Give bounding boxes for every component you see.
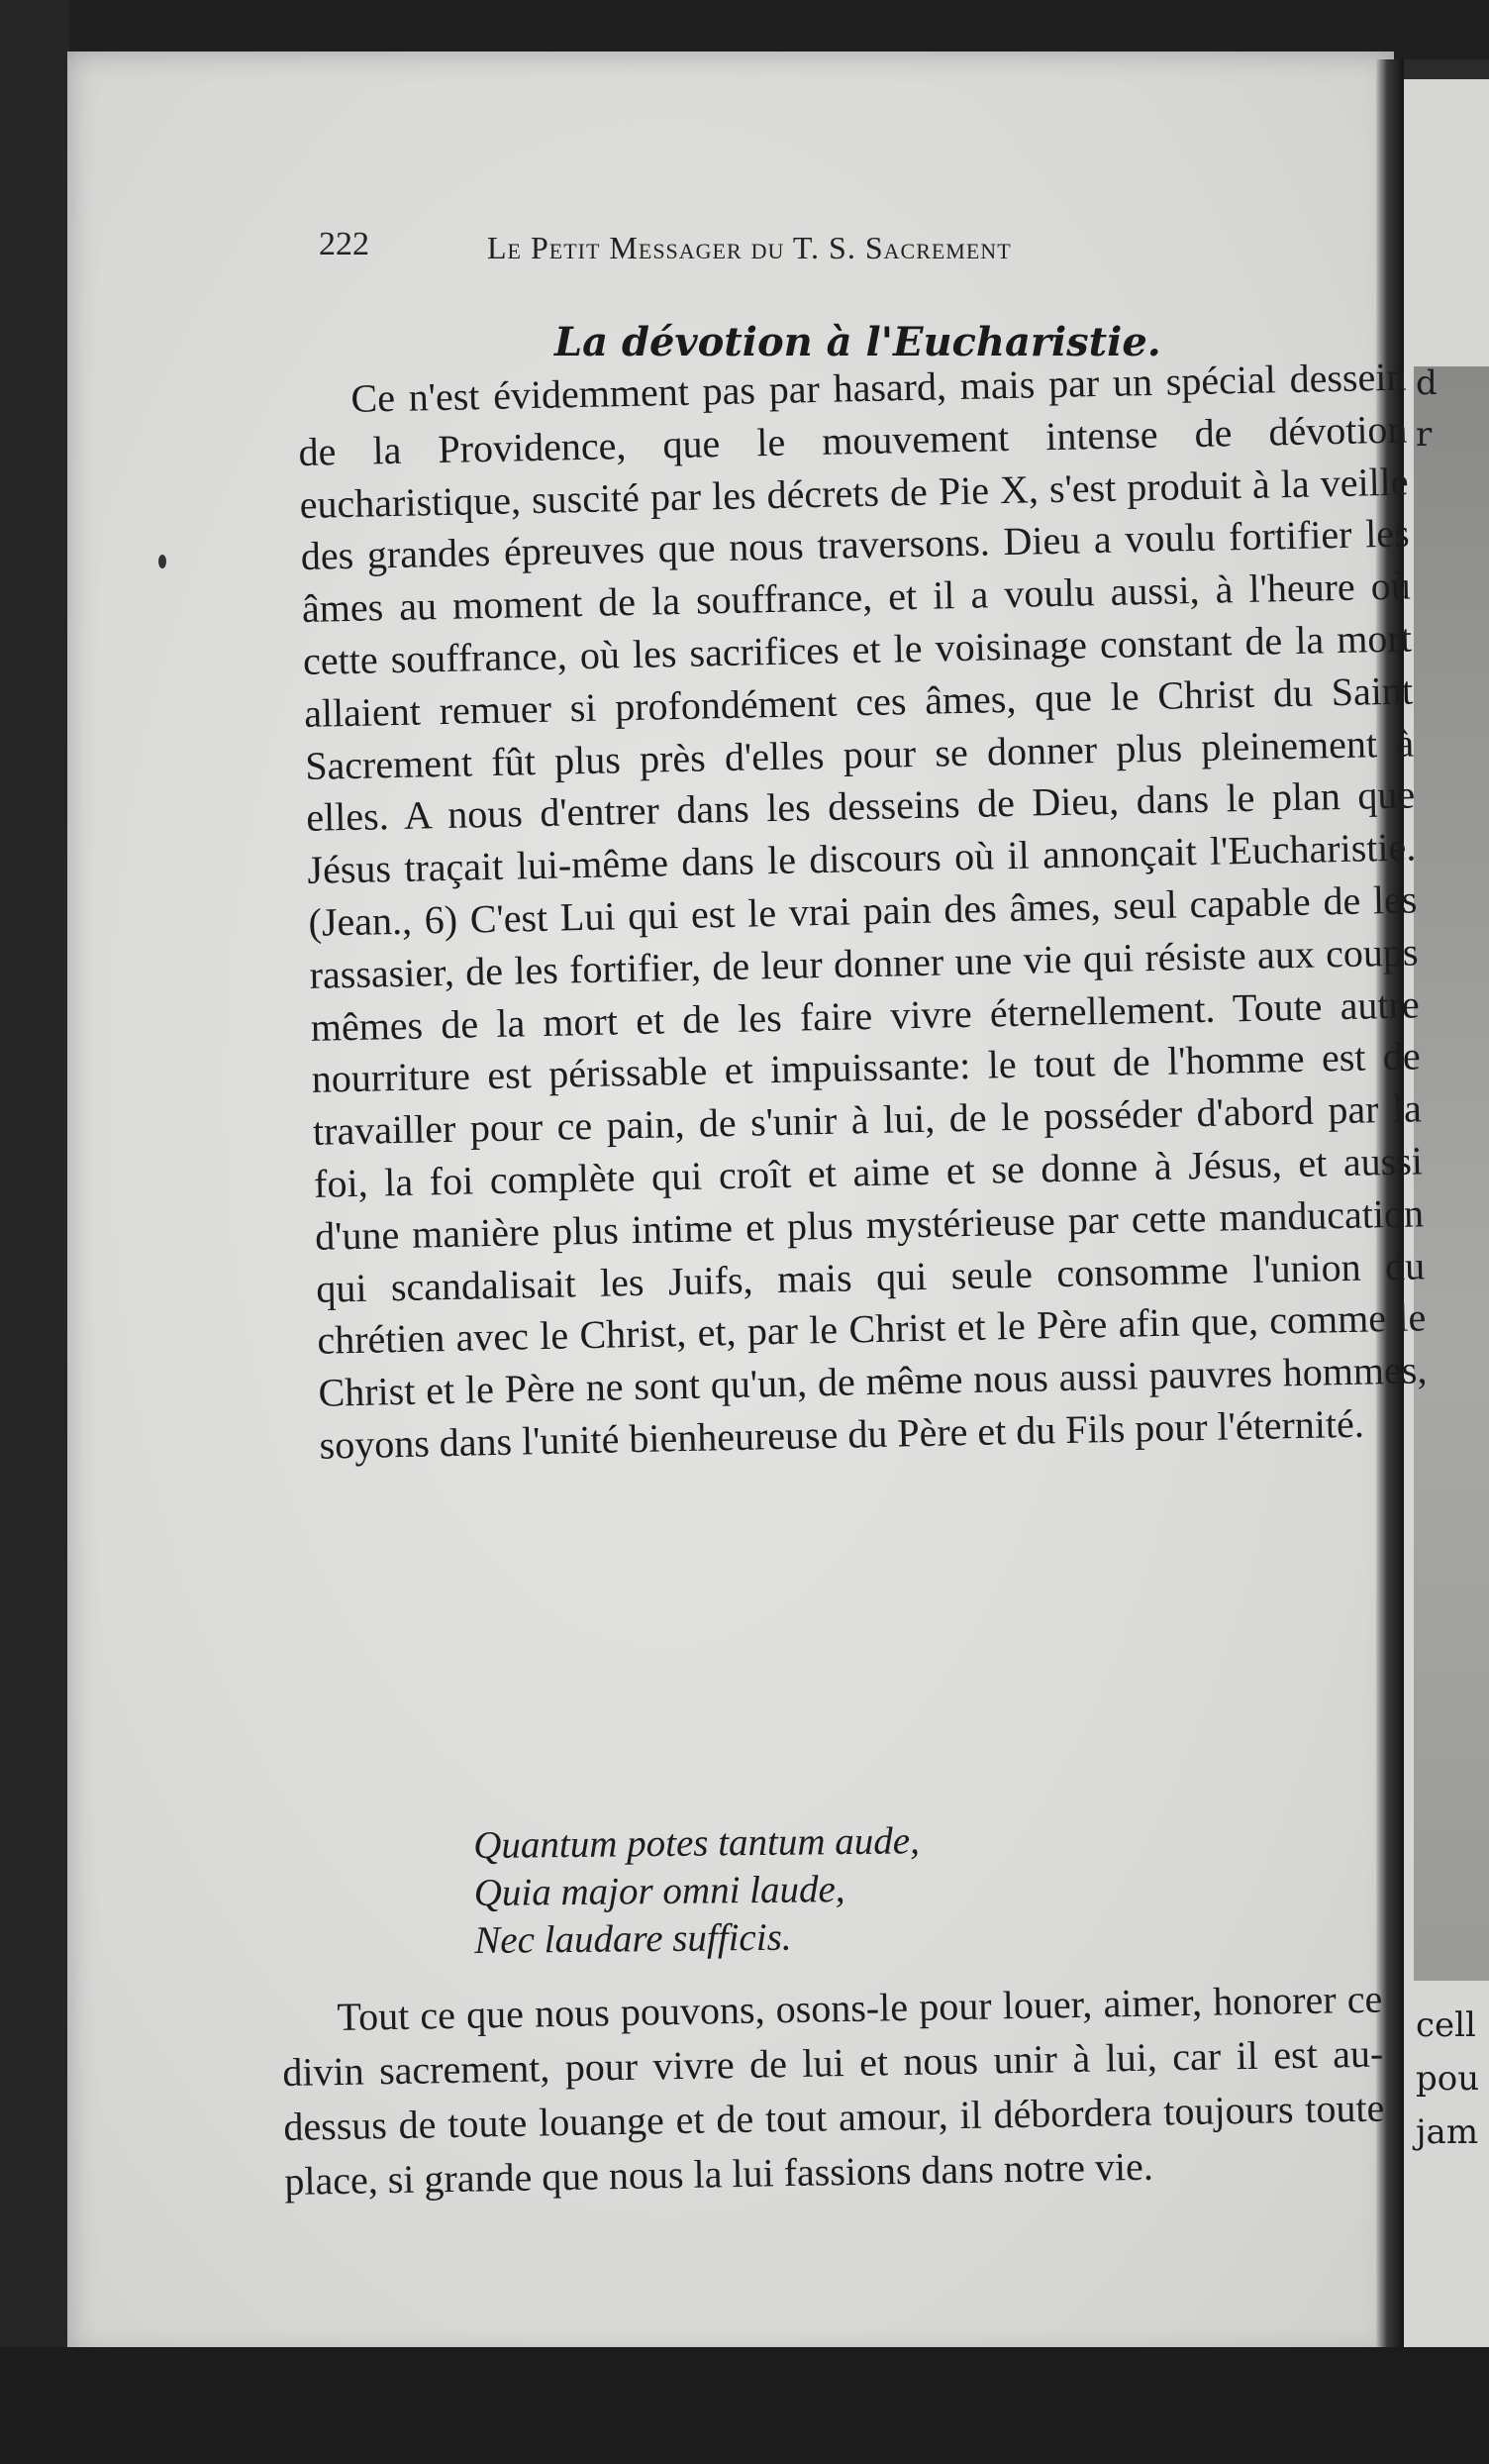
scan-speck [158, 555, 166, 568]
closing-paragraph: Tout ce que nous pouvons, osons-le pour louer, aimer, honorer ce divin sacrement, pour vivre de lui et nous unir à lui, car il est au-dessus de toute louange et de tout amour, il débordera toujours toute place, si grande que nous la lui fassions dans notre vie. [282, 1976, 1385, 2204]
closing-paragraph-block [281, 1972, 1386, 2208]
latin-verse [473, 1815, 1167, 1965]
adjacent-photo [1414, 363, 1489, 1981]
scan-frame-left [0, 0, 69, 2464]
verse-line: Nec laudare sufficis. [474, 1915, 792, 1962]
page-number: 222 [319, 226, 369, 262]
scan-frame-top [0, 0, 1489, 59]
verse-line: Quantum potes tantum aude, [473, 1819, 921, 1867]
adjacent-fragment: cell [1416, 2005, 1476, 2045]
verse-line: Quia major omni laude, [473, 1868, 845, 1914]
adjacent-fragment: r [1416, 415, 1433, 455]
article-title: La dévotion à l'Eucharistie. [554, 319, 1161, 365]
adjacent-fragment: d [1416, 363, 1438, 403]
article-body [297, 352, 1429, 1473]
running-title: Le Petit Messager du T. S. Sacrement [487, 230, 1012, 265]
body-paragraph: Ce n'est évidemment pas par hasard, mais par un spécial dessein de la Providence, que le mouvement intense de dévotion eucharistique, suscité par les décrets de Pie X, s'est produit à la veille des grandes épreuves que nous traversons. Dieu a voulu fortifier les âmes au moment de la souffrance, et il a voulu aussi, à l'heure où cette souffrance, où les sacrifices et le voisinage constant de la mort allaient remuer si profondément ces âmes, que le Christ du Saint Sacrement fût plus près d'elles pour se donner plus pleinement à elles. A nous d'entrer dans les desseins de Dieu, dans le plan que Jésus traçait lui-même dans le discours où il annonçait l'Eucharistie. (Jean., 6) C'est Lui qui est le vrai pain des âmes, seul capable de les rassasier, de les fortifier, de leur donner une vie qui résiste aux coups mêmes de la mort et de les faire vivre éternellement. Toute autre nourriture est périssable et impuissante: le tout de l'homme est de travailler pour ce pain, de s'unir à lui, de le posséder d'abord par la foi, la foi complète qui croît et aime et se donne à Jésus, et aussi d'une manière plus intime et plus mystérieuse par cette manducation qui scandalisait les Juifs, mais qui seule consomme l'union du chrétien avec le Christ, et, par le Christ et le Père afin que, comme le Christ et le Père ne sont qu'un, de même nous aussi pauvres hommes, soyons dans l'unité bienheureuse du Père et du Fils pour l'éternité. [298, 354, 1428, 1468]
adjacent-fragment: pou [1416, 2059, 1480, 2099]
adjacent-fragment: jam [1416, 2112, 1479, 2152]
running-header [319, 226, 1240, 269]
scan-frame-bottom [0, 2347, 1489, 2464]
